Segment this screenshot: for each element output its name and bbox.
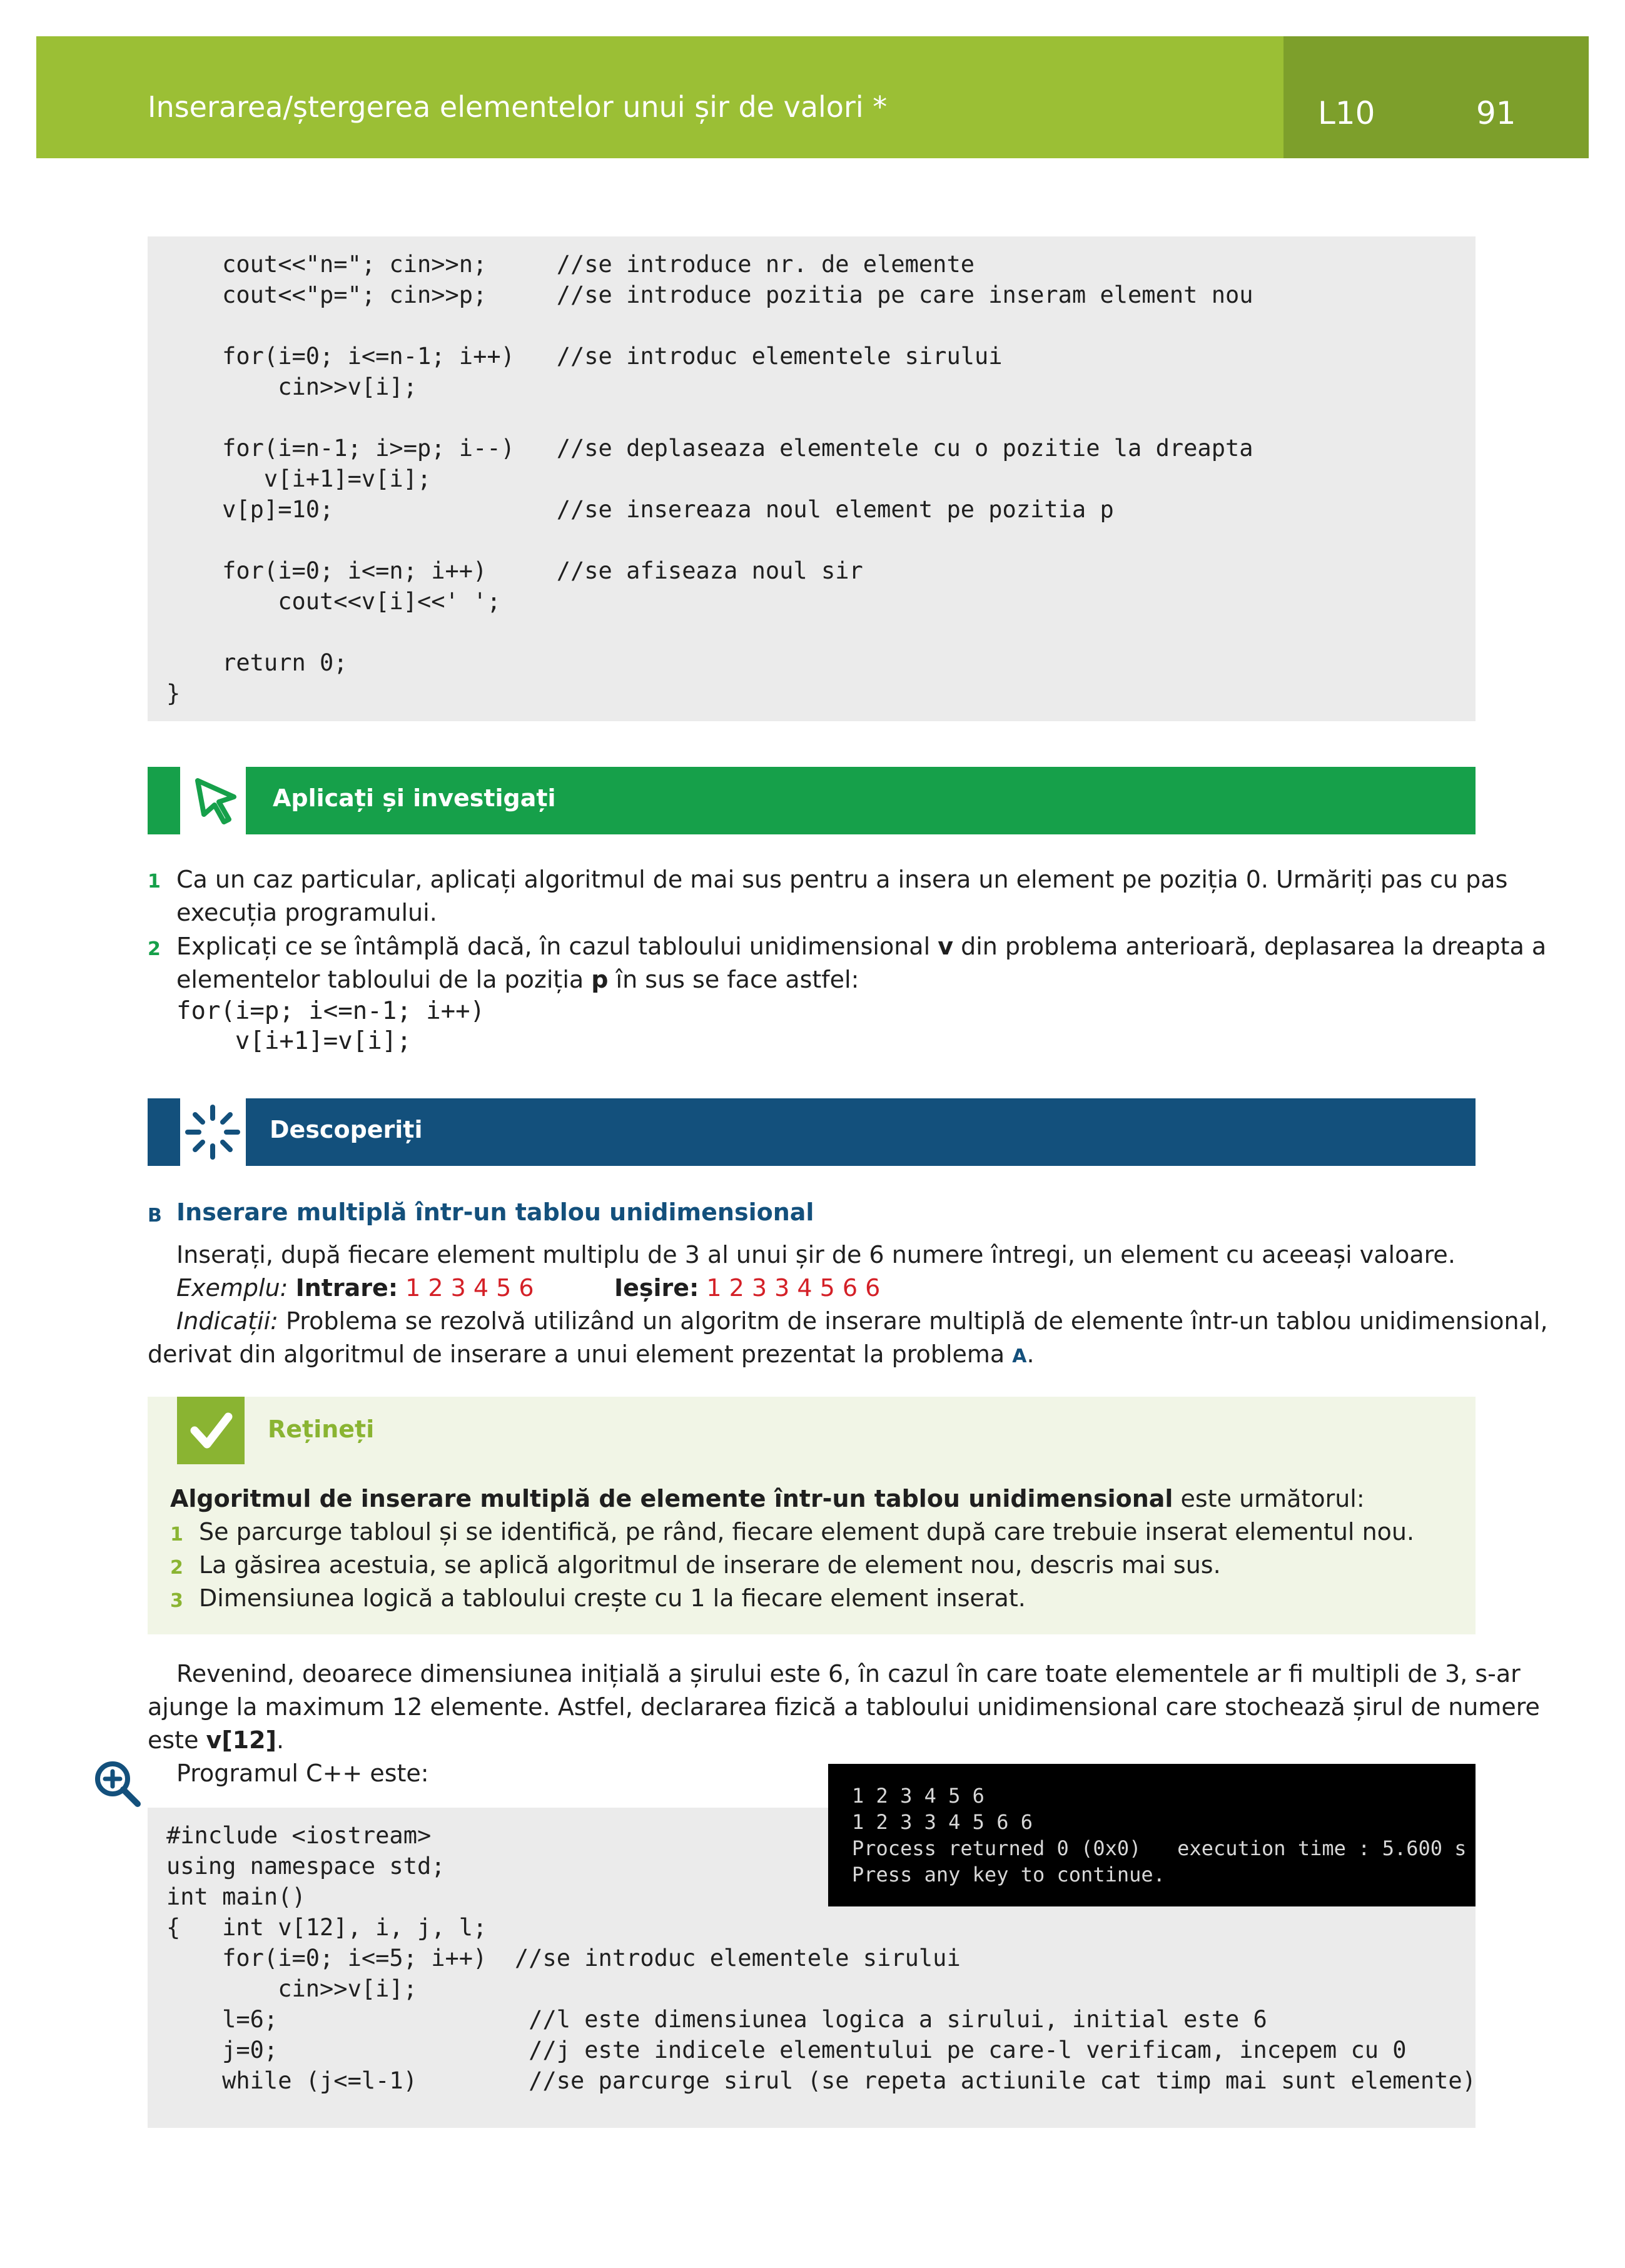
array-declaration: v[12] [206,1726,276,1754]
code-line: l=6; //l este dimensiunea logica a sirului, initial este 6 [166,2006,1267,2033]
problem-letter: B [148,1205,162,1227]
zoom-in-icon[interactable] [93,1759,143,1809]
intro-text: este următorul: [1173,1485,1365,1512]
console-output [828,1764,1476,1906]
input-label: Intrare: [295,1274,398,1302]
hint-text: derivat din algoritmul de inserare a unui element prezentat la problema [148,1340,1013,1368]
variable-name: v [938,933,954,960]
problem-statement: Inserați, după fiecare element multiplu de 3 al unui șir de 6 numere întregi, un element cu aceeași valoare. [176,1241,1455,1268]
code-line: cout<<"p="; cin>>p; //se introduce pozitia pe care inseram element nou [166,281,1253,308]
lesson-label: L10 [1318,95,1375,131]
retineti-item-1: Se parcurge tabloul și se identifică, pe rând, fiecare element după care trebuie inserat elementul nou. [199,1518,1415,1546]
code-line: { int v[12], i, j, l; [166,1914,487,1941]
aplicati-item-1-line-1: Ca un caz particular, aplicați algoritmul de mai sus pentru a insera un element pe poziția 0. Urmăriți pas cu pas [176,866,1508,893]
code-line: int main() [166,1883,306,1910]
page-number: 91 [1476,95,1516,131]
aplicati-item-1-line-2: execuția programului. [176,899,437,926]
descoperiti-heading: Descoperiți [270,1116,423,1143]
aplicati-code-line-1: for(i=p; i<=n-1; i++) [176,997,485,1025]
code-line: while (j<=l-1) //se parcurge sirul (se repeta actiunile cat timp mai sunt elemente) [166,2067,1476,2094]
code-line: v[p]=10; //se insereaza noul element pe pozitia p [166,496,1114,523]
console-line: 1 2 3 3 4 5 6 6 [852,1810,1033,1834]
code-line: cin>>v[i]; [166,1975,417,2002]
sparkle-icon [180,1098,246,1166]
code-line: v[i+1]=v[i]; [166,465,432,492]
console-line: 1 2 3 4 5 6 [852,1784,985,1808]
item-number: 1 [170,1524,183,1546]
output-line [614,1272,880,1305]
retineti-item-3: Dimensiunea logică a tabloului crește cu 1 la fiecare element inserat. [199,1584,1026,1612]
descoperiti-banner [148,1098,1476,1166]
item-number: 2 [170,1557,183,1579]
code-line: j=0; //j este indicele elementului pe care-l verificam, incepem cu 0 [166,2037,1407,2063]
problem-title: Inserare multiplă într-un tablou unidimensional [176,1198,814,1226]
page-header-title: Inserarea/ștergerea elementelor unui șir de valori * [148,90,888,124]
hint-label: Indicații: [176,1307,278,1335]
code-line: for(i=0; i<=n; i++) //se afiseaza noul sir [166,557,863,584]
item-number: 1 [148,871,161,893]
variable-name: p [591,966,609,993]
example-line [176,1272,534,1305]
hint-text: . [1026,1340,1035,1368]
text-fragment: în sus se face astfel: [608,966,859,993]
revenind-line-3 [148,1724,284,1757]
code-line: cin>>v[i]; [166,373,417,400]
hint-text: Problema se rezolvă utilizând un algoritm de inserare multiplă de elemente într-un tablou unidimensional, [278,1307,1548,1335]
text-fragment: este [148,1726,206,1754]
example-label: Exemplu: [176,1274,288,1302]
code-line: for(i=0; i<=5; i++) //se introduc elementele sirului [166,1945,961,1972]
checkmark-icon [177,1397,245,1464]
cursor-arrow-icon [180,767,246,834]
hint-line-1 [176,1305,1548,1338]
text-fragment: Explicați ce se întâmplă dacă, în cazul tabloului unidimensional [176,933,938,960]
text-fragment: . [276,1726,285,1754]
problem-reference: A [1012,1345,1027,1367]
aplicati-banner [148,767,1476,834]
output-value: 1 2 3 3 4 5 6 6 [706,1274,881,1302]
item-number: 3 [170,1590,183,1612]
code-line: return 0; [166,649,348,676]
code-line: for(i=0; i<=n-1; i++) //se introduc elementele sirului [166,343,1003,370]
code-line: cout<<"n="; cin>>n; //se introduce nr. de elemente [166,251,975,278]
intro-bold: Algoritmul de inserare multiplă de elemente într-un tablou unidimensional [170,1485,1173,1512]
item-number: 2 [148,938,161,960]
aplicati-item-2-line-2 [176,963,859,996]
aplicati-item-2-line-1 [176,930,1546,963]
code-line: cout<<v[i]<<' '; [166,588,501,615]
hint-line-2 [148,1338,1035,1373]
code-line: for(i=n-1; i>=p; i--) //se deplaseaza elementele cu o pozitie la dreapta [166,435,1253,462]
console-line: Press any key to continue. [852,1863,1165,1886]
text-fragment: elementelor tabloului de la poziția [176,966,592,993]
code-block-top [148,236,1476,721]
code-line: #include <iostream> [166,1822,432,1849]
code-line: using namespace std; [166,1853,445,1880]
aplicati-heading: Aplicați și investigați [273,784,556,812]
text-fragment: din problema anterioară, deplasarea la dreapta a [953,933,1547,960]
output-label: Ieșire: [614,1274,699,1302]
retineti-item-2: La găsirea acestuia, se aplică algoritmul de inserare de element nou, descris mai sus. [199,1551,1221,1579]
revenind-line-2: ajunge la maximum 12 elemente. Astfel, declararea fizică a tabloului unidimensional care stochează șirul de numere [148,1693,1540,1721]
program-label: Programul C++ este: [176,1759,429,1787]
console-line: Process returned 0 (0x0) execution time : 5.600 s [852,1836,1467,1860]
input-value: 1 2 3 4 5 6 [405,1274,534,1302]
aplicati-code-line-2: v[i+1]=v[i]; [176,1027,412,1055]
retineti-heading: Rețineți [268,1415,375,1443]
code-line: } [166,680,181,707]
retineti-intro [170,1482,1365,1516]
revenind-line-1: Revenind, deoarece dimensiunea inițială a șirului este 6, în cazul în care toate elementele ar fi multipli de 3, s-ar [176,1660,1521,1688]
